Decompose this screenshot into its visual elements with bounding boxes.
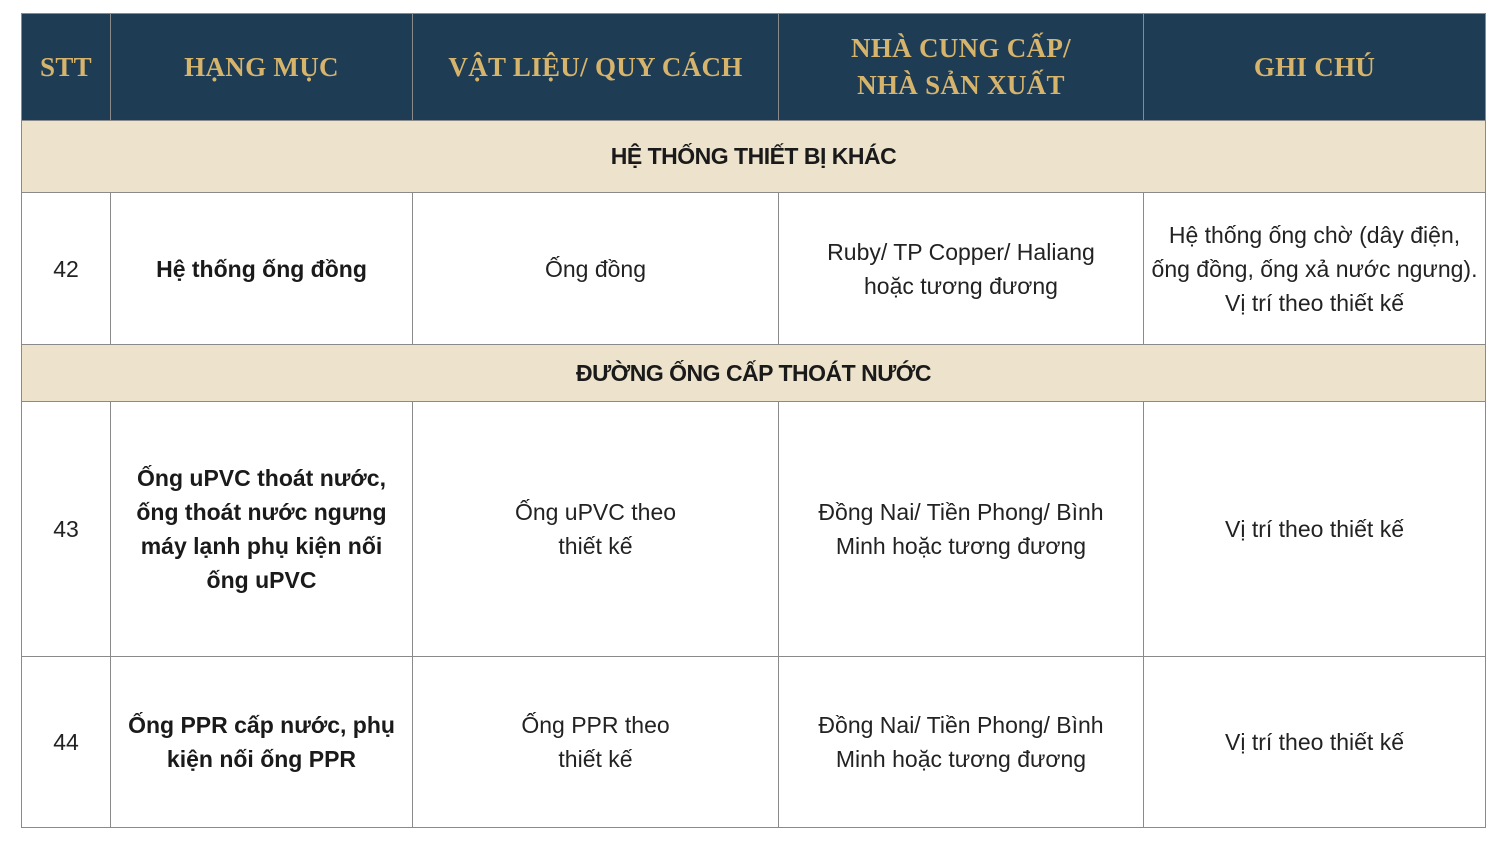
- header-stt: STT: [22, 14, 111, 121]
- row-stt: 42: [22, 193, 111, 345]
- section-title: HỆ THỐNG THIẾT BỊ KHÁC: [22, 121, 1486, 193]
- row-category: Hệ thống ống đồng: [111, 193, 413, 345]
- header-note: GHI CHÚ: [1144, 14, 1486, 121]
- row-note: Vị trí theo thiết kế: [1144, 657, 1486, 828]
- row-note: Hệ thống ống chờ (dây điện, ống đồng, ống xả nước ngưng). Vị trí theo thiết kế: [1144, 193, 1486, 345]
- section-row-other-equipment: [22, 121, 1486, 193]
- header-category: HẠNG MỤC: [111, 14, 413, 121]
- row-material: Ống đồng: [413, 193, 779, 345]
- row-note: Vị trí theo thiết kế: [1144, 402, 1486, 657]
- table-row: [22, 193, 1486, 345]
- row-material: Ống uPVC theo thiết kế: [413, 402, 779, 657]
- section-row-water-piping: [22, 345, 1486, 402]
- header-row: [22, 14, 1486, 121]
- table-header: [22, 14, 1486, 121]
- header-material: VẬT LIỆU/ QUY CÁCH: [413, 14, 779, 121]
- row-supplier: Đồng Nai/ Tiền Phong/ Bình Minh hoặc tương đương: [779, 402, 1144, 657]
- row-supplier: Ruby/ TP Copper/ Haliang hoặc tương đương: [779, 193, 1144, 345]
- row-stt: 43: [22, 402, 111, 657]
- row-material: Ống PPR theo thiết kế: [413, 657, 779, 828]
- table-row: [22, 657, 1486, 828]
- section-title: ĐƯỜNG ỐNG CẤP THOÁT NƯỚC: [22, 345, 1486, 402]
- row-supplier: Đồng Nai/ Tiền Phong/ Bình Minh hoặc tương đương: [779, 657, 1144, 828]
- row-category: Ống uPVC thoát nước, ống thoát nước ngưng máy lạnh phụ kiện nối ống uPVC: [111, 402, 413, 657]
- row-stt: 44: [22, 657, 111, 828]
- row-category: Ống PPR cấp nước, phụ kiện nối ống PPR: [111, 657, 413, 828]
- spec-table: [21, 13, 1486, 828]
- table-row: [22, 402, 1486, 657]
- header-supplier: NHÀ CUNG CẤP/ NHÀ SẢN XUẤT: [779, 14, 1144, 121]
